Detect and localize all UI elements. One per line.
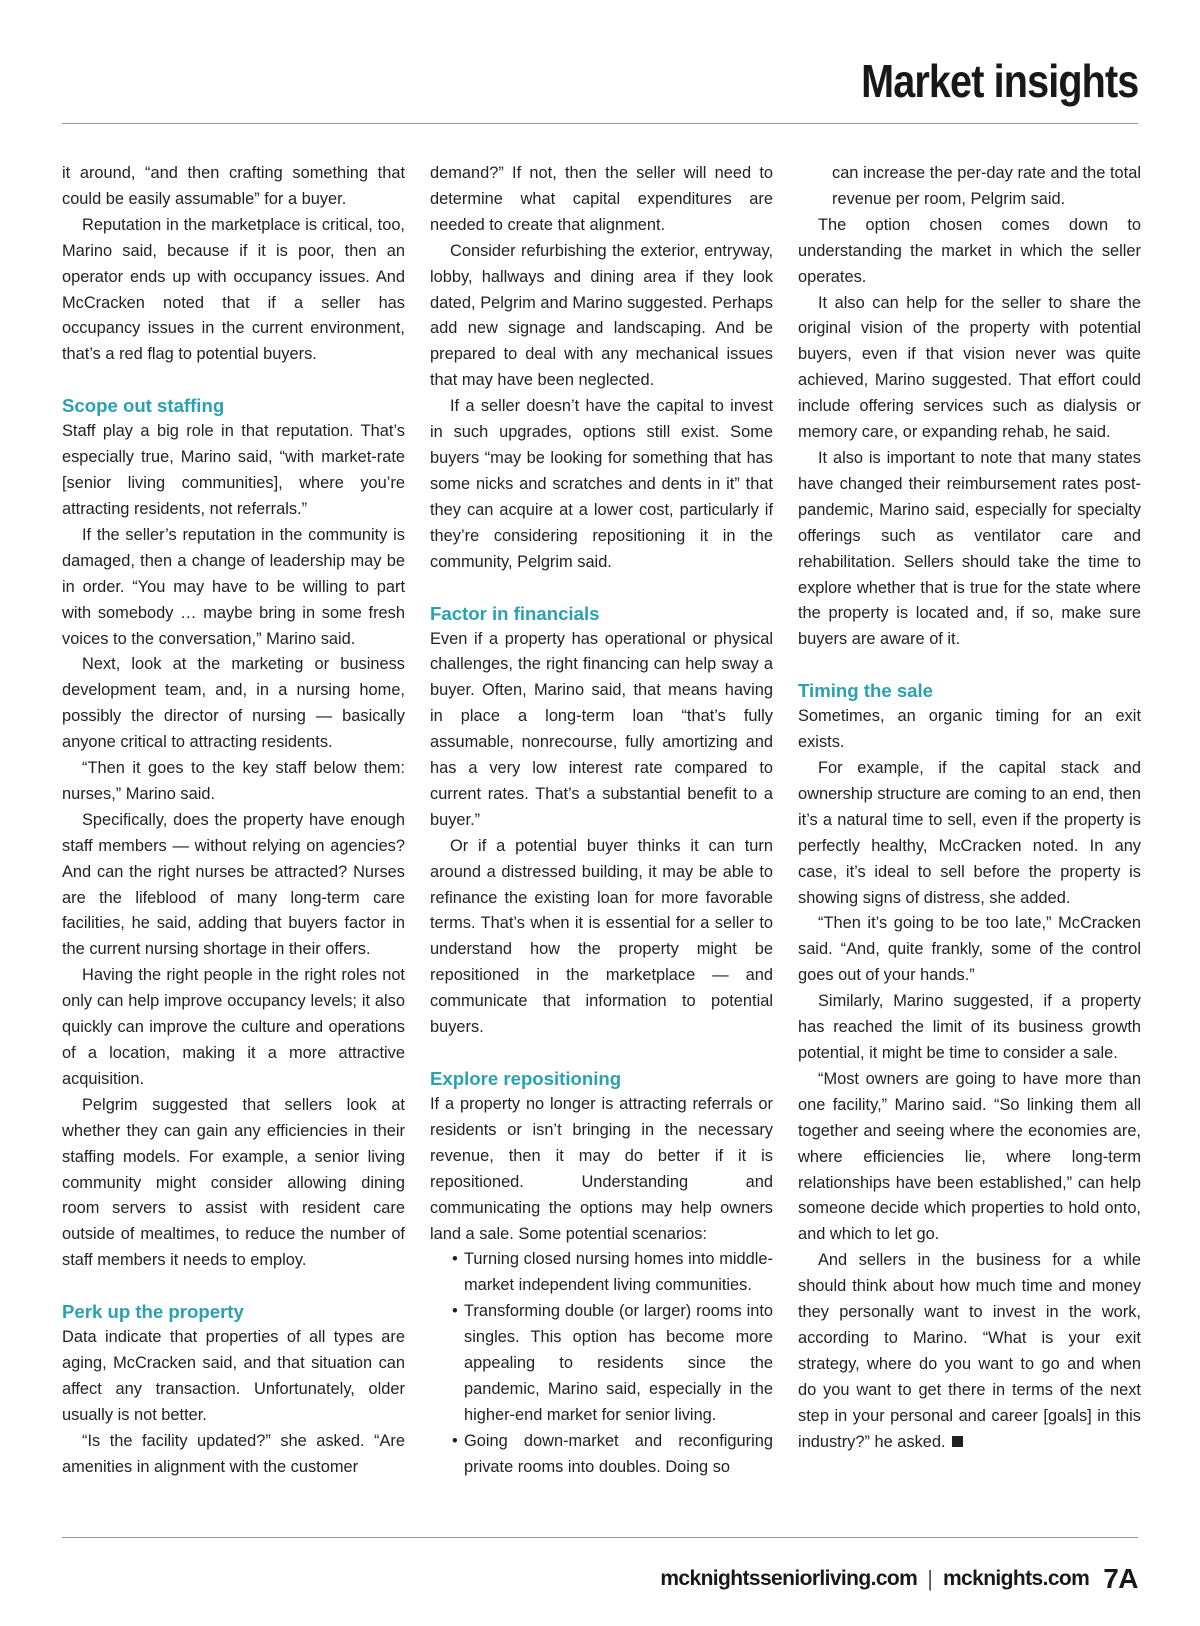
paragraph: The option chosen comes down to understanding the market in which the seller operates. bbox=[798, 215, 1141, 286]
scenario-list bbox=[430, 1247, 773, 1480]
paragraph: “Then it’s going to be too late,” McCracken said. “And, quite frankly, some of the control goes out of your hands.” bbox=[798, 914, 1141, 985]
paragraph: Even if a property has operational or physical challenges, the right financing can help sway a buyer. Often, Marino said, that means having in place a long-term loan “that’s fully assumable, nonrecourse, fully amortizing and has a very low interest rate compared to current rates. That’s a substantial benefit to a buyer.” bbox=[430, 629, 773, 829]
subheading-explore-repositioning: Explore repositioning bbox=[430, 1068, 622, 1089]
article-column-3 bbox=[798, 161, 1141, 1456]
list-item: • Going down-market and reconfiguring private rooms into doubles. Doing so bbox=[430, 1429, 773, 1481]
header-divider bbox=[62, 123, 1138, 124]
paragraph: “Is the facility updated?” she asked. “Are amenities in alignment with the customer bbox=[62, 1431, 405, 1476]
footer-separator: | bbox=[927, 1566, 933, 1591]
paragraph: Sometimes, an organic timing for an exit exists. bbox=[798, 707, 1141, 752]
article-column-1 bbox=[62, 161, 405, 1481]
list-item: • Transforming double (or larger) rooms into singles. This option has become more appealing to residents since the pandemic, Marino said, especially in the higher-end market for senior living. bbox=[430, 1299, 773, 1429]
paragraph-text: And sellers in the business for a while should think about how much time and money they personally want to invest in the work, according to Marino. “What is your exit strategy, where do you want to go and when do you want to get there in terms of the next step in your personal and career [goals] in this industry?” he asked. bbox=[798, 1251, 1141, 1451]
paragraph: For example, if the capital stack and ownership structure are coming to an end, then it’s a natural time to sell, even if the property is perfectly healthy, McCracken noted. In any case, it’s ideal to sell before the property is showing signs of distress, she added. bbox=[798, 759, 1141, 907]
subheading-scope-out-staffing: Scope out staffing bbox=[62, 395, 225, 417]
paragraph: Or if a potential buyer thinks it can turn around a distressed building, it may be able to refinance the existing loan for more favorable terms. That’s when it is essential for a seller to understand how the property might be repositioned in the marketplace — and communicate that information to potential buyers. bbox=[430, 836, 773, 1037]
paragraph: Similarly, Marino suggested, if a property has reached the limit of its business growth potential, it might be time to consider a sale. bbox=[798, 992, 1141, 1062]
footer-divider bbox=[62, 1537, 1138, 1538]
paragraph: Next, look at the marketing or business development team, and, in a nursing home, possibly the director of nursing — basically anyone critical to attracting residents. bbox=[62, 655, 405, 752]
paragraph: demand?” If not, then the seller will need to determine what capital expenditures are needed to create that alignment. bbox=[430, 164, 773, 234]
page-number: 7A bbox=[1103, 1563, 1138, 1594]
end-of-article-mark bbox=[952, 1436, 963, 1447]
paragraph: can increase the per-day rate and the total revenue per room, Pelgrim said. bbox=[832, 164, 1141, 208]
list-item: • Turning closed nursing homes into middle-market independent living communities. bbox=[430, 1247, 773, 1299]
paragraph: It also can help for the seller to share the original vision of the property with potential buyers, even if that vision never was quite achieved, Marino suggested. That effort could include offering services such as dialysis or memory care, or expanding rehab, he said. bbox=[798, 293, 1141, 442]
paragraph: Data indicate that properties of all types are aging, McCracken said, and that situation can affect any transaction. Unfortunately, older usually is not better. bbox=[62, 1328, 405, 1424]
paragraph: Pelgrim suggested that sellers look at whether they can gain any efficiencies in their staffing models. For example, a senior living community might consider allowing dining room servers to assist with resident care outside of mealtimes, to reduce the number of staff members it needs to employ. bbox=[62, 1095, 405, 1270]
subheading-factor-in-financials: Factor in financials bbox=[430, 602, 600, 624]
paragraph: If a property no longer is attracting referrals or residents or isn’t bringing in the necessary revenue, then it may do better if it is repositioned. Understanding and communicating the options may help owners land a sale. Some potential scenarios: bbox=[430, 1095, 773, 1243]
paragraph: Having the right people in the right roles not only can help improve occupancy levels; it also quickly can improve the culture and operations of a location, making it a more attractive acquisition. bbox=[62, 966, 405, 1088]
paragraph: If the seller’s reputation in the community is damaged, then a change of leadership may be in order. “You may have to be willing to part with somebody … maybe bring in some fresh voices to the conversation,” Marino said. bbox=[62, 525, 405, 648]
footer-link-mcknightsseniorliving[interactable]: mcknightsseniorliving.com bbox=[660, 1567, 918, 1590]
paragraph: Staff play a big role in that reputation. That’s especially true, Marino said, “with market-rate [senior living communities], where you’re attracting residents, not referrals.” bbox=[62, 422, 405, 518]
paragraph: Consider refurbishing the exterior, entryway, lobby, hallways and dining area if they look dated, Pelgrim and Marino suggested. Perhaps add new signage and landscaping. And be prepared to deal with any mechanical issues that may have been neglected. bbox=[430, 241, 773, 390]
section-title: Market insights bbox=[860, 55, 1138, 107]
subheading-timing-the-sale: Timing the sale bbox=[798, 680, 934, 702]
paragraph: If a seller doesn’t have the capital to invest in such upgrades, options still exist. Some buyers “may be looking for something that has some nicks and scratches and dents in it” that they can acquire at a lower cost, particularly if they’re considering repositioning it in the community, Pelgrim said. bbox=[430, 397, 773, 571]
article-column-2 bbox=[430, 161, 773, 1481]
paragraph: “Then it goes to the key staff below them: nurses,” Marino said. bbox=[62, 759, 405, 803]
paragraph: “Most owners are going to have more than one facility,” Marino said. “So linking them all together and seeing where the economies are, where efficiencies lie, where long-term relationships have been established,” can help someone decide which properties to hold onto, and which to let go. bbox=[798, 1069, 1141, 1244]
paragraph-final bbox=[798, 1248, 1141, 1455]
paragraph: it around, “and then crafting something that could be easily assumable” for a buyer. bbox=[62, 164, 405, 208]
paragraph: It also is important to note that many states have changed their reimbursement rates post-pandemic, Marino said, especially for specialty offerings such as ventilator care and rehabilitation. Sellers should take the time to explore whether that is true for the state where the property is located and, if so, make sure buyers are aware of it. bbox=[798, 448, 1141, 649]
page-footer bbox=[660, 1559, 1138, 1599]
paragraph: Reputation in the marketplace is critical, too, Marino said, because if it is poor, then an operator ends up with occupancy issues. And McCracken noted that if a seller has occupancy issues in the current environment, that’s a red flag to potential buyers. bbox=[62, 215, 405, 364]
footer-link-mcknights[interactable]: mcknights.com bbox=[942, 1567, 1090, 1590]
subheading-perk-up-the-property: Perk up the property bbox=[62, 1301, 244, 1323]
paragraph: Specifically, does the property have enough staff members — without relying on agencies? And can the right nurses be attracted? Nurses are the lifeblood of many long-term care facilities, he said, adding that buyers factor in the current nursing shortage in their offers. bbox=[62, 810, 405, 959]
